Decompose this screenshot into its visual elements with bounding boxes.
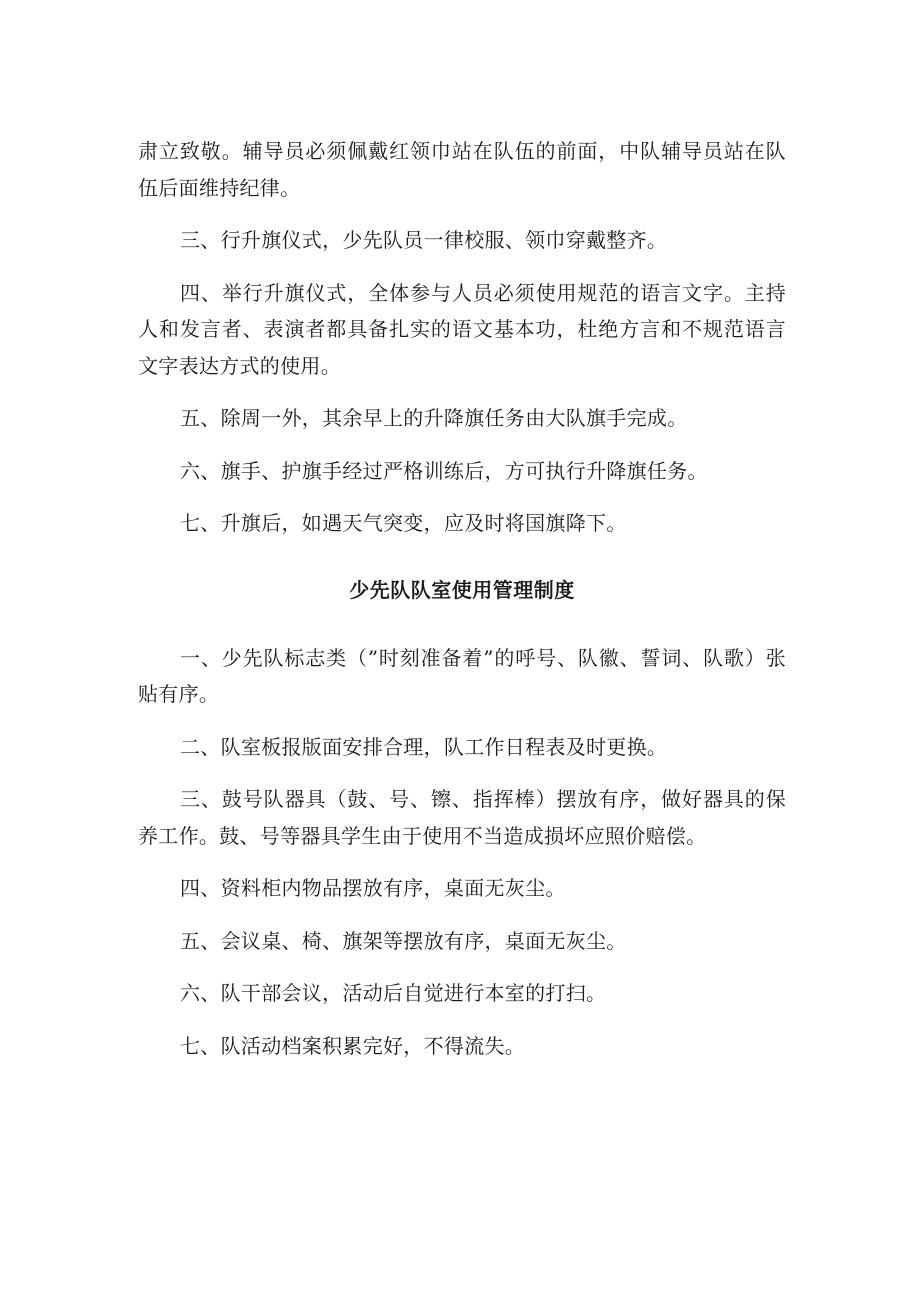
paragraph-rule-5: 五、除周一外，其余早上的升降旗任务由大队旗手完成。 bbox=[180, 406, 688, 430]
paragraph-room-rule-5: 五、会议桌、椅、旗架等摆放有序，桌面无灰尘。 bbox=[180, 928, 627, 953]
paragraph-room-rule-2: 二、队室板报版面安排合理，队工作日程表及时更换。 bbox=[180, 734, 668, 759]
paragraph-rule-7: 七、升旗后，如遇天气突变，应及时将国旗降下。 bbox=[180, 511, 627, 535]
section-title: 少先队队室使用管理制度 bbox=[349, 577, 575, 602]
paragraph-room-rule-3: 三、鼓号队器具（鼓、号、镲、指挥棒）摆放有序，做好器具的保养工作。鼓、号等器具学生由于使用不当造成损坏应照价赔偿。 bbox=[138, 787, 786, 848]
paragraph-rule-3: 三、行升旗仪式，少先队员一律校服、领巾穿戴整齐。 bbox=[180, 228, 668, 252]
paragraph-room-rule-7: 七、队活动档案积累完好，不得流失。 bbox=[180, 1033, 526, 1058]
paragraph-continuation: 肃立致敬。辅导员必须佩戴红领巾站在队伍的前面，中队辅导员站在队伍后面维持纪律。 bbox=[138, 139, 786, 200]
paragraph-rule-6: 六、旗手、护旗手经过严格训练后，方可执行升降旗任务。 bbox=[180, 458, 708, 483]
paragraph-room-rule-4: 四、资料柜内物品摆放有序，桌面无灰尘。 bbox=[180, 876, 566, 900]
paragraph-room-rule-1: 一、少先队标志类（”时刻准备着”的呼号、队徽、誓词、队歌）张贴有序。 bbox=[138, 645, 786, 706]
paragraph-rule-4: 四、举行升旗仪式，全体参与人员必须使用规范的语言文字。主持人和发言者、表演者都具备扎实的语文基本功，杜绝方言和不规范语言文字表达方式的使用。 bbox=[138, 280, 786, 378]
document-body bbox=[138, 133, 786, 1064]
paragraph-room-rule-6: 六、队干部会议，活动后自觉进行本室的打扫。 bbox=[180, 981, 607, 1005]
